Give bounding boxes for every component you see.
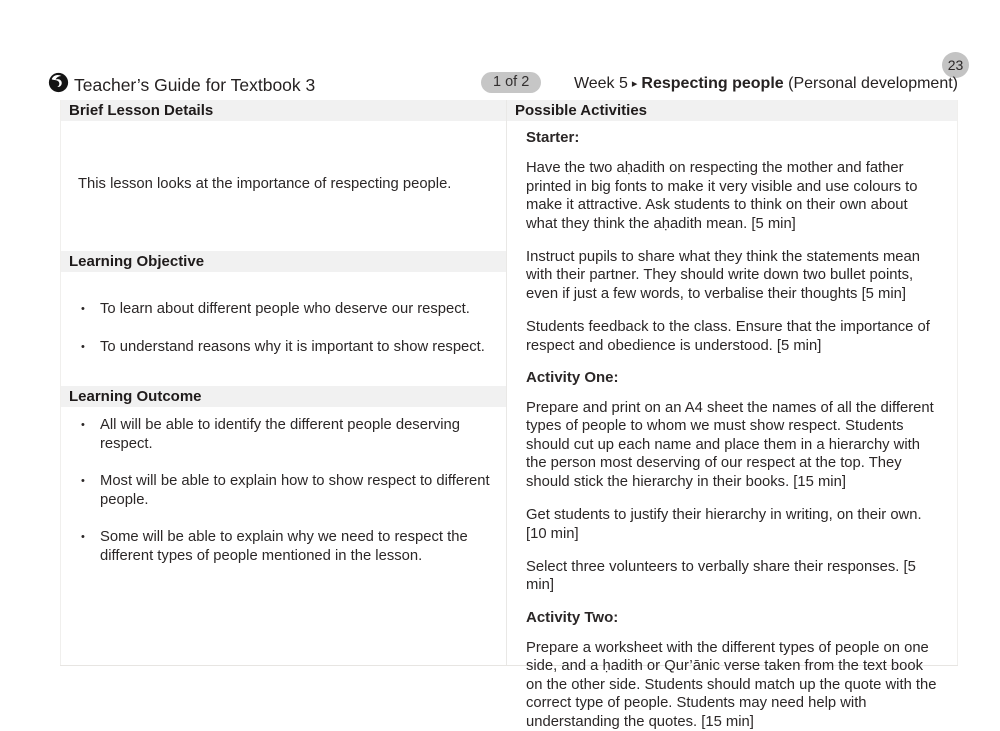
bullet-icon: • bbox=[81, 419, 85, 431]
section-heading-learning-objective: Learning Objective bbox=[61, 251, 506, 272]
starter-paragraph: Instruct pupils to share what they think the statements mean with their partner. They should write down two bullet points, even if just a few words, to verbalise their thoughts [5 min] bbox=[526, 248, 920, 302]
objective-item-text: To understand reasons why it is important to show respect. bbox=[100, 338, 485, 355]
lesson-sheet bbox=[60, 100, 958, 730]
section-heading-brief-lesson-details: Brief Lesson Details bbox=[61, 100, 506, 121]
page-header bbox=[48, 72, 958, 98]
lesson-reference bbox=[574, 75, 958, 93]
starter-paragraph: Have the two aḥadith on respecting the mother and father printed in big fonts to make it very visible and use colours to make it attractive. Ask students to think on their own about what they think the aḥadith mean. [5 min] bbox=[526, 160, 918, 232]
bullet-icon: • bbox=[81, 531, 85, 543]
section-heading-learning-outcome: Learning Outcome bbox=[61, 386, 506, 407]
column-lesson-details bbox=[60, 100, 507, 665]
bullet-icon: • bbox=[81, 340, 85, 353]
list-item bbox=[61, 472, 506, 509]
activities-body bbox=[507, 130, 957, 731]
column-possible-activities bbox=[507, 100, 958, 730]
learning-outcome-list bbox=[61, 416, 506, 565]
activity-one-paragraph: Prepare and print on an A4 sheet the names of all the different types of people to whom we must show respect. Students should cut up each name and place them in a hierarchy with the person most deserving of our respect at the top. They should stick the hierarchy in their books. [15 min] bbox=[526, 399, 934, 490]
brief-lesson-details-text: This lesson looks at the importance of respecting people. bbox=[78, 176, 452, 192]
outcome-item-text: Most will be able to explain how to show respect to different people. bbox=[100, 473, 490, 508]
guide-title: Teacher’s Guide for Textbook 3 bbox=[74, 74, 316, 95]
bullet-icon: • bbox=[81, 303, 85, 315]
bullet-icon: • bbox=[81, 475, 85, 487]
starter-paragraph: Students feedback to the class. Ensure that the importance of respect and obedience is understood. [5 min] bbox=[526, 319, 930, 354]
lesson-title: Respecting people bbox=[641, 75, 784, 92]
brand bbox=[48, 72, 315, 98]
week-label: Week 5 bbox=[573, 75, 628, 92]
learning-objective-list bbox=[61, 300, 506, 356]
activity-two-subheading: Activity Two: bbox=[526, 608, 619, 626]
list-item bbox=[61, 300, 506, 319]
starter-subheading: Starter: bbox=[526, 129, 580, 146]
objective-item-text: To learn about different people who deserve our respect. bbox=[100, 301, 470, 317]
lesson-category: (Personal development) bbox=[788, 75, 958, 92]
page-number: 23 bbox=[947, 57, 964, 73]
activity-one-paragraph: Get students to justify their hierarchy in writing, on their own. [10 min] bbox=[526, 507, 922, 542]
list-item bbox=[61, 338, 506, 357]
outcome-item-text: Some will be able to explain why we need to respect the different types of people mentioned in the lesson. bbox=[100, 529, 468, 564]
list-item bbox=[61, 528, 506, 565]
activity-two-paragraph: Prepare a worksheet with the different types of people on one side, and a ḥadith or Qur’ānic verse taken from the text book on the other side. Students should match up the quote with the correct type of people. Students may need help with understanding the quotes. [15 min] bbox=[526, 639, 937, 730]
activity-one-subheading: Activity One: bbox=[526, 368, 619, 386]
pagination-badge bbox=[481, 72, 541, 93]
section-heading-possible-activities: Possible Activities bbox=[507, 100, 957, 121]
outcome-item-text: All will be able to identify the different people deserving respect. bbox=[100, 417, 461, 452]
pagination-text: 1 of 2 bbox=[493, 74, 530, 90]
arrow-right-icon: ▸ bbox=[631, 78, 638, 90]
activity-one-paragraph: Select three volunteers to verbally share their responses. [5 min] bbox=[526, 558, 916, 594]
publisher-logo-icon bbox=[48, 72, 69, 98]
list-item bbox=[61, 416, 506, 453]
